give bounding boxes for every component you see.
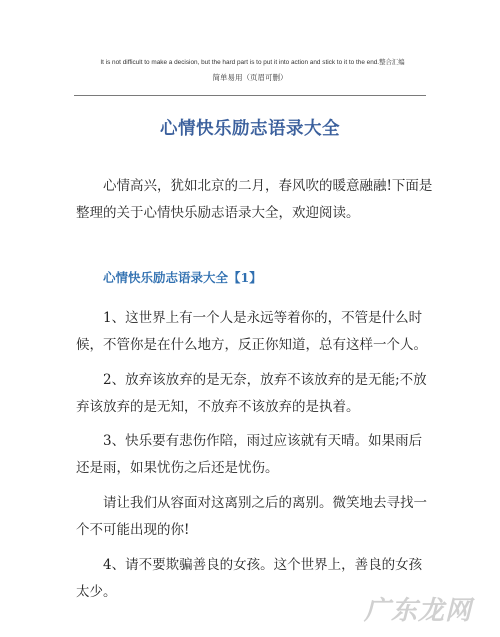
section-heading: 心情快乐励志语录大全【1】: [103, 270, 262, 285]
list-item: 2、放弃该放弃的是无奈，放弃不该放弃的是无能;不放弃该放弃的是无知，不放弃不该放弃的是执着。: [76, 372, 427, 415]
list-item: 1、这世界上有一个人是永远等着你的，不管是什么时候，不管你是在什么地方，反正你知道，总有这样一个人。: [76, 310, 427, 353]
list-item: 3、快乐要有悲伤作陪，雨过应该就有天晴。如果雨后还是雨，如果忧伤之后还是忧伤。: [76, 433, 423, 476]
list-item: 4、请不要欺骗善良的女孩。这个世界上，善良的女孩太少。: [76, 557, 423, 600]
intro-paragraph: 心情高兴，犹如北京的二月，春风吹的暖意融融!下面是整理的关于心情快乐励志语录大全，欢迎阅读。: [76, 178, 433, 221]
header-subtitle: 简单易用（页眉可删）: [212, 73, 288, 82]
list-item: 请让我们从容面对这离别之后的离别。微笑地去寻找一个不可能出现的你!: [76, 495, 427, 538]
header-divider: [74, 95, 426, 96]
document-title: 心情快乐励志语录大全: [160, 119, 340, 139]
header-quote: It is not difficult to make a decision, but the hard part is to put it into action and stick to it to the end.整合汇编: [100, 59, 405, 66]
site-watermark: 广东龙网: [363, 596, 472, 626]
